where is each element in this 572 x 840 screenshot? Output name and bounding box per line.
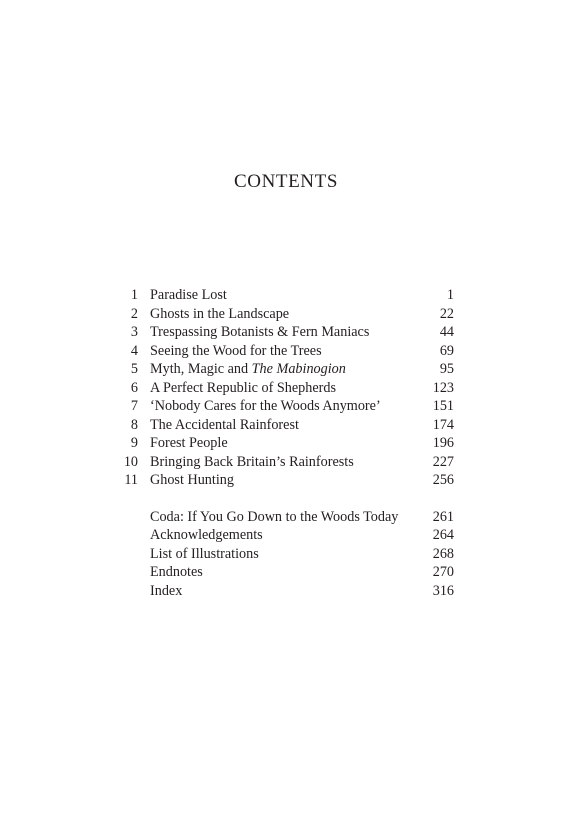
toc-row-coda — [112, 508, 454, 527]
page-number: 256 — [432, 472, 454, 488]
toc-row-list-of-illustrations — [112, 545, 454, 564]
page-number: 151 — [432, 398, 454, 414]
chapter-number: 4 — [130, 342, 138, 359]
chapter-number: 7 — [130, 398, 138, 414]
table-of-contents — [112, 286, 454, 600]
page-number: 95 — [439, 361, 454, 377]
chapter-title-roman: Myth, Magic and — [150, 361, 252, 377]
chapter-title: Forest People — [150, 435, 228, 451]
toc-row-acknowledgements — [112, 526, 454, 545]
page-number: 227 — [432, 453, 454, 470]
page-number: 22 — [439, 305, 454, 322]
chapter-title: Bringing Back Britain’s Rainforests — [150, 453, 354, 470]
back-matter-title: Acknowledgements — [150, 527, 263, 543]
chapter-number: 10 — [123, 453, 138, 470]
chapter-number: 3 — [130, 324, 138, 340]
page-number: 264 — [432, 527, 454, 543]
chapter-title: The Accidental Rainforest — [150, 416, 299, 433]
chapter-number: 5 — [130, 361, 138, 377]
toc-row-chapter-2 — [112, 305, 454, 324]
toc-row-endnotes — [112, 563, 454, 582]
back-matter-title: Index — [150, 582, 183, 599]
toc-row-chapter-6 — [112, 379, 454, 398]
chapter-title: Trespassing Botanists & Fern Maniacs — [150, 324, 370, 340]
toc-row-chapter-3 — [112, 323, 454, 342]
toc-row-chapter-9 — [112, 434, 454, 453]
chapter-number: 6 — [130, 379, 138, 396]
toc-row-chapter-4 — [112, 342, 454, 361]
toc-row-chapter-10 — [112, 453, 454, 472]
page-number: 123 — [432, 379, 454, 396]
page-number: 1 — [446, 287, 454, 303]
page-number: 69 — [439, 342, 454, 359]
section-gap — [112, 490, 454, 508]
page-number: 196 — [432, 435, 454, 451]
chapter-title: Ghost Hunting — [150, 472, 234, 488]
chapter-title: A Perfect Republic of Shepherds — [150, 379, 336, 396]
chapter-number: 8 — [130, 416, 138, 433]
chapter-number: 9 — [130, 435, 138, 451]
back-matter-title: Coda: If You Go Down to the Woods Today — [150, 508, 399, 525]
chapter-title-italic: The Mabinogion — [251, 361, 346, 377]
page-number: 44 — [439, 324, 454, 340]
page-number: 316 — [432, 582, 454, 599]
page-number: 270 — [432, 564, 454, 580]
back-matter-title: List of Illustrations — [150, 545, 259, 562]
toc-row-chapter-1 — [112, 286, 454, 305]
toc-row-chapter-7 — [112, 397, 454, 416]
toc-row-chapter-8 — [112, 416, 454, 435]
page-number: 174 — [432, 416, 454, 433]
toc-row-chapter-5 — [112, 360, 454, 379]
chapter-title: ‘Nobody Cares for the Woods Anymore’ — [150, 398, 381, 414]
chapter-number: 11 — [124, 472, 138, 488]
chapter-title: Seeing the Wood for the Trees — [150, 342, 322, 359]
page-number: 268 — [432, 545, 454, 562]
page-title: CONTENTS — [233, 171, 339, 192]
chapter-number: 1 — [130, 287, 138, 303]
back-matter-title: Endnotes — [150, 564, 203, 580]
chapter-title — [150, 360, 346, 379]
chapter-title: Paradise Lost — [150, 287, 227, 303]
chapter-number: 2 — [130, 305, 138, 322]
page-number: 261 — [432, 508, 454, 525]
toc-row-chapter-11 — [112, 471, 454, 490]
chapter-title: Ghosts in the Landscape — [150, 305, 290, 322]
toc-row-index — [112, 582, 454, 601]
